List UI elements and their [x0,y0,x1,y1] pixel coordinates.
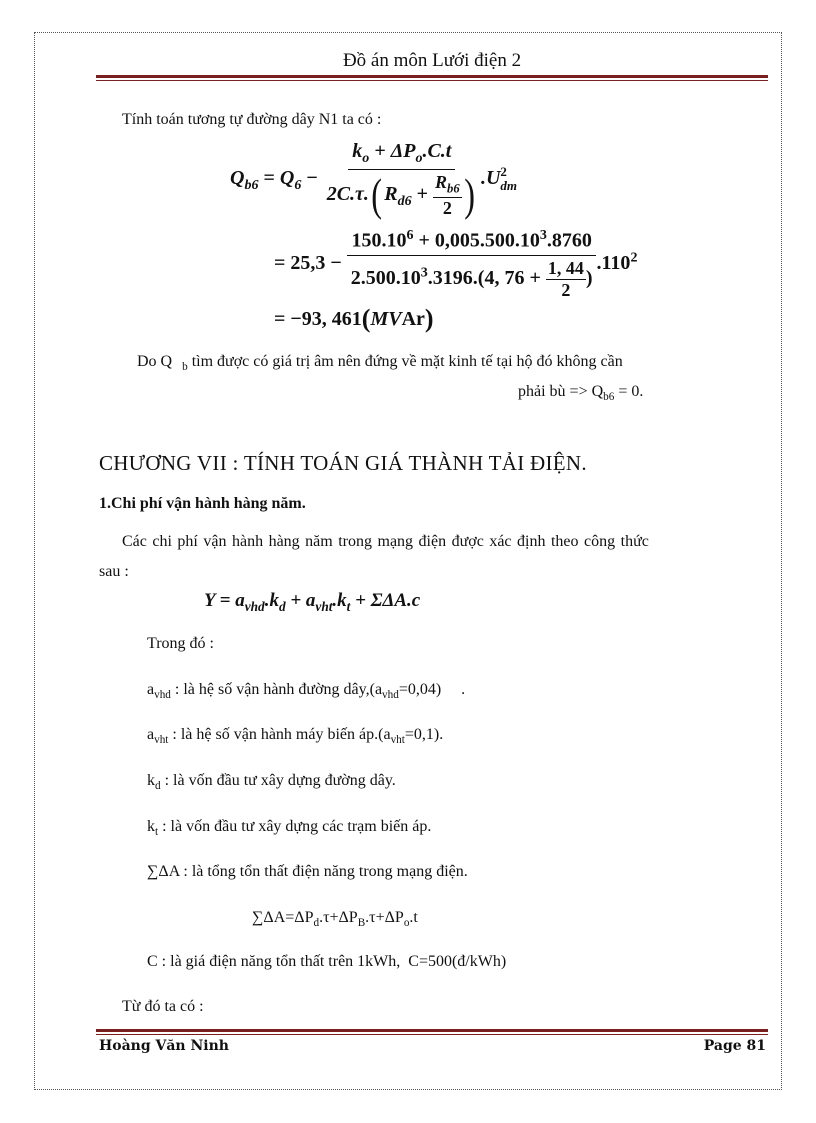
eq4-a1-sub: vhd [244,598,265,614]
eq1-rb-num [433,172,462,198]
eq4-k1-sub: d [278,598,286,614]
eq4-a2-sub: vht [315,598,333,614]
eq1-u-scripts [500,165,517,193]
eq1-rb-r: R [435,172,448,192]
def-avhd [147,680,465,705]
eq4-k2-sub: t [346,598,351,614]
note-line2-end: = 0. [614,383,644,400]
def-kt-k: k [147,818,155,835]
eq4-rest: + ΣΔA.c [350,590,421,611]
sum-formula-s2: B [357,917,366,930]
eq2-prefix: = 25,3 − [274,251,347,274]
equation-result [274,304,434,334]
eq1-den-r: R [384,182,398,205]
eq1-rb-sub: b6 [447,181,460,196]
note-q: Do Q [137,353,173,370]
note-line2-sub: b6 [603,391,615,404]
eq1-equals: = [258,166,280,189]
def-kd-k: k [147,772,155,789]
eq2-den: 2.500.10 [350,266,421,289]
def-kd [147,771,396,796]
sum-formula-a: ∑ΔA=ΔP [252,909,314,926]
note-line2 [518,382,643,407]
eq2-num: 150.10 [351,229,407,252]
def-avhd-sub2: vhd [382,689,399,702]
eq1-paren-right: ) [463,169,475,221]
eq3-unit-italic: MV [370,308,402,330]
eq2-num-sup2: 3 [539,228,547,243]
footer-rule-thin [96,1034,768,1035]
eq2-den-frac-num: 1, 44 [547,257,584,278]
note-line1 [137,352,623,377]
sum-formula-c: .τ+ΔP [365,909,404,926]
eq4-k2: .k [332,590,347,611]
eq1-fraction [323,140,481,219]
def-avht-a: a [147,726,155,743]
sum-formula-s1: d [313,917,320,930]
eq1-lhs-sub: b6 [244,177,259,193]
eq1-den-start: 2C.τ. [326,182,369,205]
eq1-num-dp: + ΔP [369,140,416,162]
eq3-paren-right: ) [424,304,434,333]
trong-do-label: Trong đó : [147,635,214,652]
eq1-u-sub: dm [500,178,518,194]
def-avhd-sub: vhd [154,689,171,702]
def-kt-text: : là vốn đầu tư xây dựng các trạm biến áp. [158,818,432,835]
eq1-num-k: k [352,140,363,162]
intro-text: Tính toán tương tự đường dây N1 ta có : [122,111,382,128]
note-text: tìm được có giá trị âm nên đứng về mặt kinh tế tại hộ đó không cần [187,353,623,370]
def-kt [147,817,431,842]
def-avhd-a: a [147,681,155,698]
chapter-heading: CHƯƠNG VII : TÍNH TOÁN GIÁ THÀNH TẢI ĐIỆN. [99,451,587,475]
footer-page-number: Page 81 [703,1038,766,1054]
eq2-den-sup: 3 [420,265,428,281]
eq2-suffix: .110 [596,251,631,274]
eq2-den-fraction [546,258,586,301]
def-avht-text: : là hệ số vận hành máy biến áp.(a [168,726,391,743]
eq2-num-end: .8760 [546,229,592,252]
def-kt-sub: t [155,826,159,839]
note-line2-text: phải bù => Q [518,383,604,400]
eq1-minus: − [301,166,323,189]
def-sum-da: ∑ΔA : là tổng tổn thất điện năng trong mạng điện. [147,863,468,880]
eq2-num-mid: + 0,005.500.10 [413,229,540,252]
def-avht-sub: vht [154,734,169,747]
eq2-fraction [347,228,597,301]
sum-formula-d: .t [409,909,418,926]
sum-formula-b: .τ+ΔP [319,909,358,926]
header-rule-thin [96,80,768,81]
eq2-den-frac-den: 2 [561,279,571,300]
sum-formula-s3: o [403,917,410,930]
eq1-den-plus: + [411,182,434,205]
def-avht-sub2: vht [390,734,405,747]
eq1-lhs: Q [230,166,245,189]
sum-formula [252,908,418,933]
eq4-y: Y = a [204,590,245,611]
eq1-rb-den: 2 [442,197,452,218]
eq1-denominator [323,170,481,219]
eq4-k1: .k [264,590,279,611]
def-kd-text: : là vốn đầu tư xây dựng đường dây. [160,772,396,789]
eq1-rb-fraction [433,172,462,219]
eq2-den-mid: .3196.(4, 76 + [427,266,546,289]
eq1-q: Q [279,166,295,189]
eq1-u-sup: 2 [500,164,507,180]
header-rule [96,75,768,78]
equation-operating-cost [204,590,420,615]
eq2-denominator [347,256,597,301]
eq3-value: = −93, 461 [274,308,362,330]
equation-numeric [274,228,637,301]
eq1-paren-left: ( [371,169,382,221]
eq1-den-r-sub: d6 [397,193,412,209]
para1-line2: sau : [99,563,129,580]
note-q-sub: b [182,361,188,374]
header-title: Đồ án môn Lưới điện 2 [342,50,522,71]
eq1-u: .U [480,166,501,189]
def-avht-end: =0,1). [404,726,444,743]
eq2-den-end: ) [585,266,593,289]
para1-line1: Các chi phí vận hành hàng năm trong mạng điện được xác định theo công thức [122,533,649,550]
footer-author: Hoàng Văn Ninh [99,1038,229,1054]
eq1-num-k-sub: o [362,151,370,166]
eq3-unit: Ar [401,308,425,330]
def-avhd-end: =0,04) . [398,681,466,698]
eq2-num-sup: 6 [406,228,414,243]
def-c: C : là giá điện năng tổn thất trên 1kWh, C=500(đ/kWh) [147,953,507,970]
eq3-paren-left: ( [361,304,371,333]
eq1-numerator [348,140,455,170]
eq2-suffix-sup: 2 [630,250,638,266]
equation-qb6 [230,140,517,219]
eq4-a2: + a [285,590,316,611]
def-avht [147,725,443,750]
eq1-num-end: .C.t [422,140,452,162]
tu-do-text: Từ đó ta có : [122,998,204,1015]
def-kd-sub: d [155,780,161,793]
def-avhd-text: : là hệ số vận hành đường dây,(a [170,681,383,698]
footer-rule [96,1029,768,1032]
section-heading: 1.Chi phí vận hành hàng năm. [99,495,306,512]
eq2-numerator [347,228,595,256]
eq1-num-dp-sub: o [415,151,423,166]
eq1-q-sub: 6 [294,177,302,193]
